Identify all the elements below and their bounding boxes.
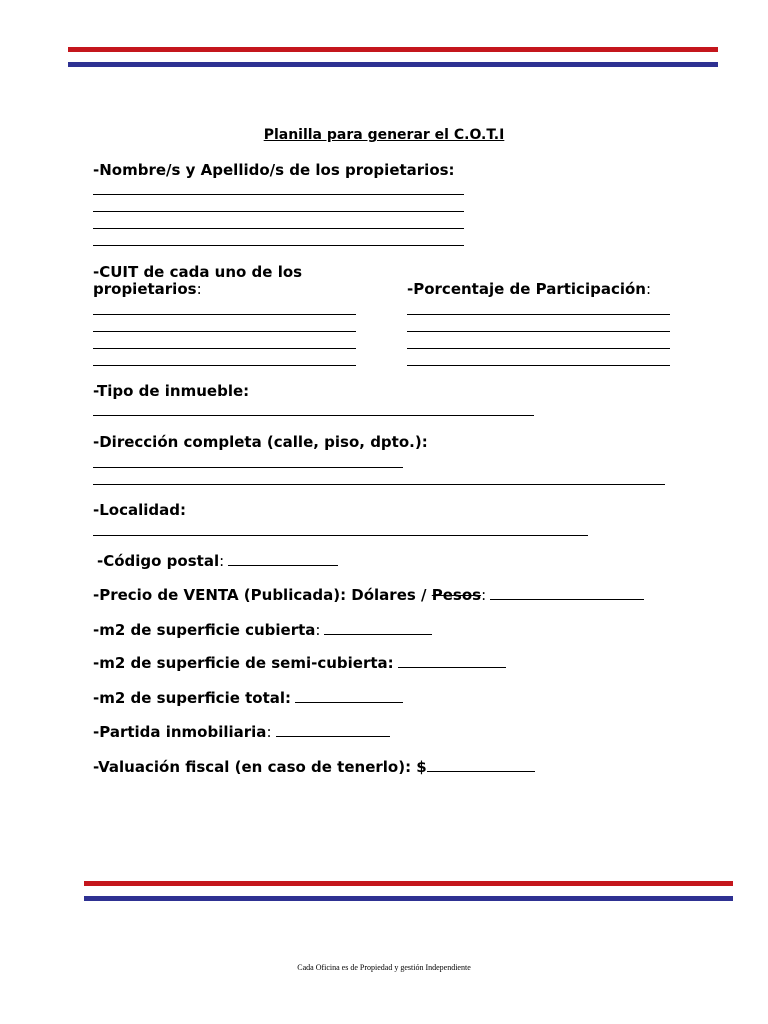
- precio-label: -Precio de VENTA (Publicada): Dólares /: [93, 586, 432, 604]
- cuit-label-text: propietarios: [93, 280, 197, 298]
- cuit-line[interactable]: [93, 331, 356, 332]
- m2-cubierta-colon: :: [315, 621, 321, 639]
- precio-field[interactable]: [490, 586, 644, 600]
- m2-semi-field[interactable]: [398, 654, 506, 668]
- porcentaje-line[interactable]: [407, 348, 670, 349]
- localidad-line[interactable]: [93, 535, 588, 536]
- tipo-inmueble-label: -Tipo de inmueble:: [93, 382, 250, 400]
- cuit-colon: :: [196, 280, 202, 298]
- precio-pesos-struck: Pesos: [431, 586, 482, 604]
- cuit-label-line1: -CUIT de cada uno de los: [93, 263, 303, 281]
- m2-cubierta-field[interactable]: [324, 621, 432, 635]
- m2-total-field[interactable]: [295, 689, 403, 703]
- top-blue-rule: [68, 62, 718, 67]
- porcentaje-line[interactable]: [407, 365, 670, 366]
- precio-colon: :: [481, 586, 487, 604]
- direccion-label: -Dirección completa (calle, piso, dpto.):: [93, 433, 428, 451]
- codigo-postal-colon: :: [219, 552, 225, 570]
- m2-semi-label: -m2 de superficie de semi-cubierta:: [93, 654, 394, 672]
- tipo-inmueble-line[interactable]: [93, 415, 534, 416]
- m2-semi-row: [93, 654, 506, 672]
- porcentaje-label: [407, 280, 651, 298]
- m2-total-row: [93, 689, 403, 707]
- owners-line[interactable]: [93, 211, 464, 212]
- partida-label: -Partida inmobiliaria: [93, 723, 267, 741]
- valuacion-row: [93, 758, 535, 776]
- cuit-line[interactable]: [93, 348, 356, 349]
- bottom-blue-rule: [84, 896, 733, 901]
- document-title: Planilla para generar el C.O.T.I: [263, 127, 505, 143]
- porcentaje-label-text: -Porcentaje de Participación: [407, 280, 646, 298]
- m2-total-label: -m2 de superficie total:: [93, 689, 292, 707]
- footer-note: Cada Oficina es de Propiedad y gestión Independiente: [297, 963, 471, 972]
- codigo-postal-label: -Código postal: [97, 552, 220, 570]
- owners-label: -Nombre/s y Apellido/s de los propietarios:: [93, 161, 455, 179]
- valuacion-label: -Valuación fiscal (en caso de tenerlo): $: [93, 758, 427, 776]
- owners-line[interactable]: [93, 194, 464, 195]
- codigo-postal-field[interactable]: [228, 552, 338, 566]
- partida-field[interactable]: [276, 723, 390, 737]
- porcentaje-line[interactable]: [407, 331, 670, 332]
- localidad-label: -Localidad:: [93, 501, 186, 519]
- direccion-line[interactable]: [93, 467, 403, 468]
- owners-line[interactable]: [93, 245, 464, 246]
- precio-row: [93, 586, 644, 604]
- cuit-line[interactable]: [93, 365, 356, 366]
- top-red-rule: [68, 47, 718, 52]
- cuit-line[interactable]: [93, 314, 356, 315]
- m2-cubierta-row: [93, 621, 432, 639]
- partida-row: [93, 723, 390, 741]
- cuit-label-line2: [93, 280, 202, 298]
- m2-cubierta-label: -m2 de superficie cubierta: [93, 621, 316, 639]
- bottom-red-rule: [84, 881, 733, 886]
- codigo-postal-row: [97, 552, 338, 570]
- owners-line[interactable]: [93, 228, 464, 229]
- valuacion-field[interactable]: [427, 758, 535, 772]
- direccion-line[interactable]: [93, 484, 665, 485]
- porcentaje-line[interactable]: [407, 314, 670, 315]
- partida-colon: :: [266, 723, 272, 741]
- porcentaje-colon: :: [645, 280, 652, 298]
